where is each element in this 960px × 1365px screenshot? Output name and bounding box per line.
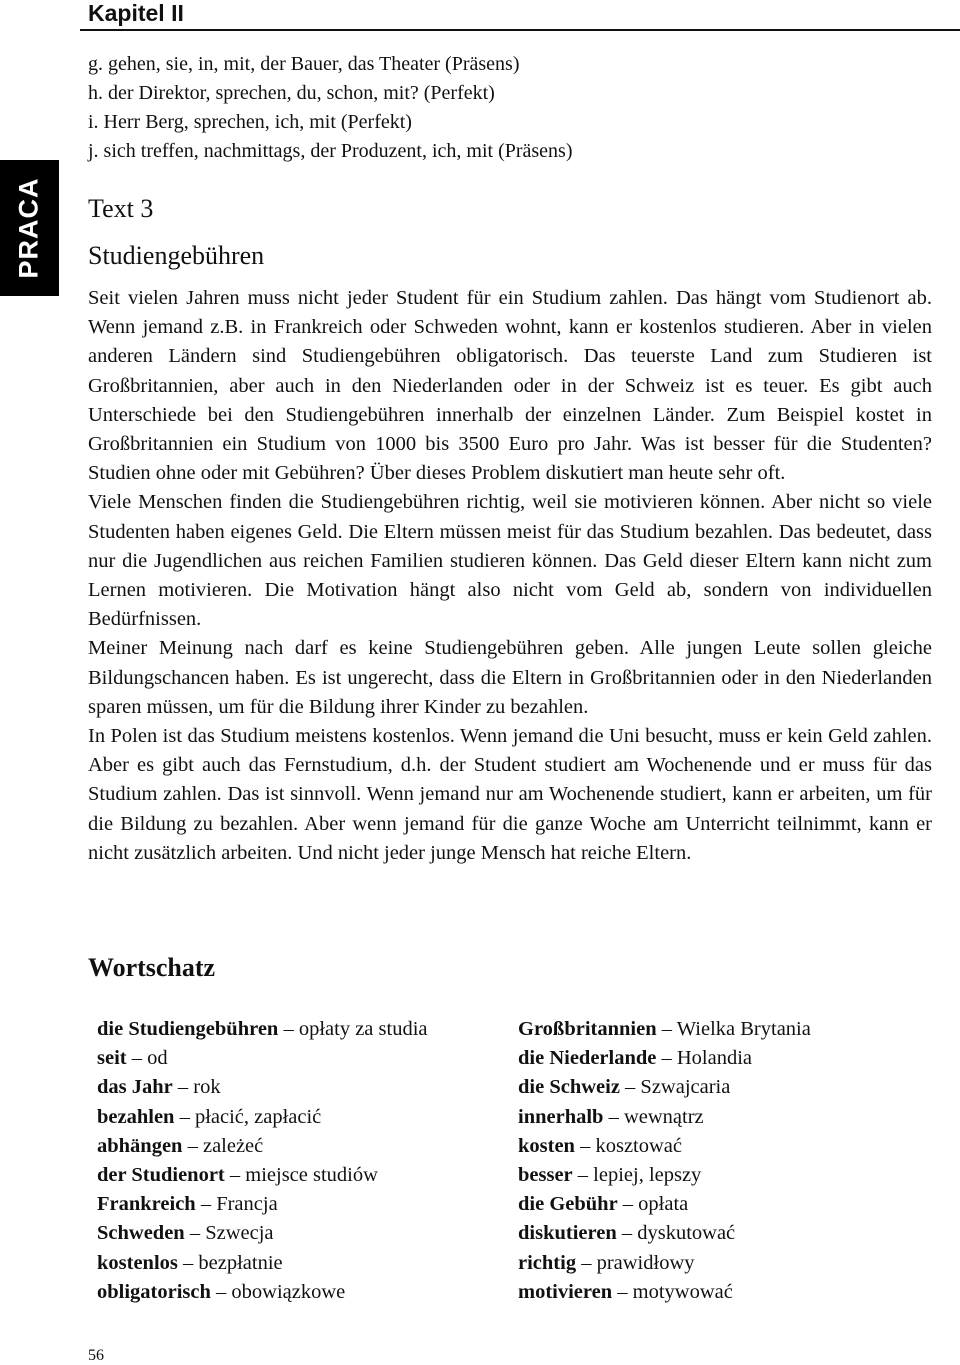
vocab-entry: seit – od [97, 1047, 168, 1070]
text-number-heading: Text 3 [88, 194, 154, 223]
vocab-entry: innerhalb – wewnątrz [518, 1105, 704, 1128]
vocab-term: bezahlen [97, 1105, 175, 1128]
vocab-translation: płacić, zapłacić [194, 1105, 322, 1128]
task-item: h. der Direktor, sprechen, du, schon, mit? (Perfekt) [88, 82, 495, 104]
paragraph: Viele Menschen finden die Studiengebühren richtig, weil sie motivieren können. Aber nicht so viele Studenten haben eigenes Geld. Die Eltern müssen meist für das Studium bezahlen. Das bedeutet, dass nur die Jugendlichen aus reichen Familien studieren können. Das Geld dieser Eltern kann nicht zum Lernen motivieren. Die Motivation hängt also nicht vom Geld ab, sondern von individuellen Bedürfnissen. [88, 491, 932, 631]
vocab-translation: Wielka Brytania [676, 1018, 811, 1040]
vocab-translation: bezpłatnie [198, 1251, 283, 1274]
header-divider [80, 29, 960, 31]
vocab-entry: richtig – prawidłowy [518, 1251, 695, 1274]
vocabulary-column-left [97, 1015, 427, 1307]
chapter-title: Kapitel II [88, 0, 184, 26]
vocab-translation: Szwecja [205, 1222, 274, 1245]
vocab-term: abhängen [97, 1134, 183, 1157]
vocab-term: richtig [518, 1251, 577, 1274]
vocab-term: innerhalb [518, 1105, 604, 1128]
vocab-translation: rok [193, 1076, 221, 1099]
vocab-translation: opłaty za studia [298, 1018, 428, 1040]
vocab-translation: Francja [216, 1193, 278, 1216]
vocab-translation: prawidłowy [596, 1251, 695, 1274]
vocab-entry: die Schweiz – Szwajcaria [518, 1076, 731, 1099]
vocab-entry: kosten – kosztować [518, 1134, 682, 1157]
vocab-term: die Schweiz [518, 1076, 620, 1099]
vocab-term: Frankreich [97, 1193, 196, 1216]
task-item: i. Herr Berg, sprechen, ich, mit (Perfekt) [88, 111, 412, 133]
vocab-entry: Schweden – Szwecja [97, 1222, 274, 1245]
task-item: g. gehen, sie, in, mit, der Bauer, das Theater (Präsens) [88, 53, 520, 75]
vocab-entry: Frankreich – Francja [97, 1193, 278, 1216]
vocab-term: diskutieren [518, 1222, 617, 1245]
vocab-term: obligatorisch [97, 1280, 211, 1303]
vocab-entry: Großbritannien – Wielka Brytania [518, 1018, 811, 1040]
vocab-entry: der Studienort – miejsce studiów [97, 1164, 378, 1187]
vocab-term: die Gebühr [518, 1193, 618, 1216]
vocab-term: kostenlos [97, 1251, 178, 1274]
vocab-translation: miejsce studiów [245, 1164, 378, 1187]
vocab-term: besser [518, 1164, 573, 1187]
vocab-translation: dyskutować [637, 1222, 736, 1245]
vocab-term: motivieren [518, 1280, 613, 1303]
vocab-term: kosten [518, 1134, 575, 1157]
task-item: j. sich treffen, nachmittags, der Produzent, ich, mit (Präsens) [88, 140, 573, 162]
paragraph: Meiner Meinung nach darf es keine Studiengebühren geben. Alle jungen Leute sollen gleiche Bildungschancen haben. Es ist ungerecht, dass die Eltern in Großbritannien oder in den Niederlanden sparen müssen, um für die Bildung ihrer Kinder zu bezahlen. [88, 637, 932, 718]
vocab-translation: wewnątrz [623, 1105, 704, 1128]
vocab-entry: bezahlen – płacić, zapłacić [97, 1105, 322, 1128]
vocabulary-column-right [518, 1015, 811, 1307]
section-side-tab [0, 160, 59, 296]
vocab-entry: abhängen – zależeć [97, 1134, 264, 1157]
vocab-entry: obligatorisch – obowiązkowe [97, 1280, 346, 1303]
vocab-translation: lepiej, lepszy [593, 1164, 702, 1187]
vocab-entry: motivieren – motywować [518, 1280, 733, 1303]
vocab-term: die Studiengebühren [97, 1018, 279, 1040]
vocab-entry: das Jahr – rok [97, 1076, 221, 1099]
vocab-entry: kostenlos – bezpłatnie [97, 1251, 283, 1274]
vocab-term: Großbritannien [518, 1018, 657, 1040]
vocab-entry: diskutieren – dyskutować [518, 1222, 736, 1245]
vocab-term: die Niederlande [518, 1047, 657, 1070]
vocab-translation: zależeć [202, 1134, 264, 1157]
vocab-entry: die Gebühr – opłata [518, 1193, 689, 1216]
vocab-entry: die Niederlande – Holandia [518, 1047, 753, 1070]
vocab-entry: besser – lepiej, lepszy [518, 1164, 702, 1187]
vocab-translation: kosztować [595, 1134, 682, 1157]
vocab-translation: obowiązkowe [231, 1280, 346, 1303]
vocab-entry: die Studiengebühren – opłaty za studia [97, 1018, 428, 1040]
text-title: Studiengebühren [88, 241, 265, 270]
vocab-translation: motywować [632, 1280, 733, 1303]
paragraph: In Polen ist das Studium meistens kostenlos. Wenn jemand die Uni besucht, muss er kein Geld zahlen. Aber es gibt auch das Fernstudium, d.h. der Student studiert am Wochenende und er muss für das Studium zahlen. Das ist sinnvoll. Wenn jemand nur am Wochenende studiert, kann er arbeiten, um für die Bildung zu bezahlen. Aber wenn jemand für die ganze Woche am Unterricht teilnimmt, kann er nicht zusätzlich arbeiten. Und nicht jeder junge Mensch hat reiche Eltern. [88, 725, 932, 864]
vocab-translation: od [147, 1047, 168, 1070]
vocab-translation: Szwajcaria [640, 1076, 731, 1099]
vocab-term: der Studienort [97, 1164, 225, 1187]
vocabulary-heading: Wortschatz [88, 953, 216, 982]
vocab-translation: opłata [638, 1193, 689, 1216]
section-side-tab-label: PRACA [13, 177, 44, 279]
reading-text [88, 284, 932, 868]
vocab-term: seit [97, 1047, 127, 1070]
paragraph: Seit vielen Jahren muss nicht jeder Student für ein Studium zahlen. Das hängt vom Studienort ab. Wenn jemand z.B. in Frankreich oder Schweden wohnt, kann er kostenlos studieren. Aber in vielen anderen Ländern sind Studiengebühren obligatorisch. Das teuerste Land zum Studieren ist Großbritannien, aber auch in den Niederlanden oder in der Schweiz ist es teuer. Es gibt auch Unterschiede bei den Studiengebühren innerhalb der einzelnen Länder. Zum Beispiel kostet in Großbritannien ein Studium von 1000 bis 3500 Euro pro Jahr. Was ist besser für die Studenten? Studien ohne oder mit Gebühren? Über dieses Problem diskutiert man heute sehr oft. [88, 287, 932, 485]
vocab-term: das Jahr [97, 1076, 173, 1099]
vocab-translation: Holandia [676, 1047, 753, 1070]
vocab-term: Schweden [97, 1222, 185, 1245]
exercise-task-list [88, 50, 573, 166]
page-number: 56 [88, 1347, 104, 1364]
